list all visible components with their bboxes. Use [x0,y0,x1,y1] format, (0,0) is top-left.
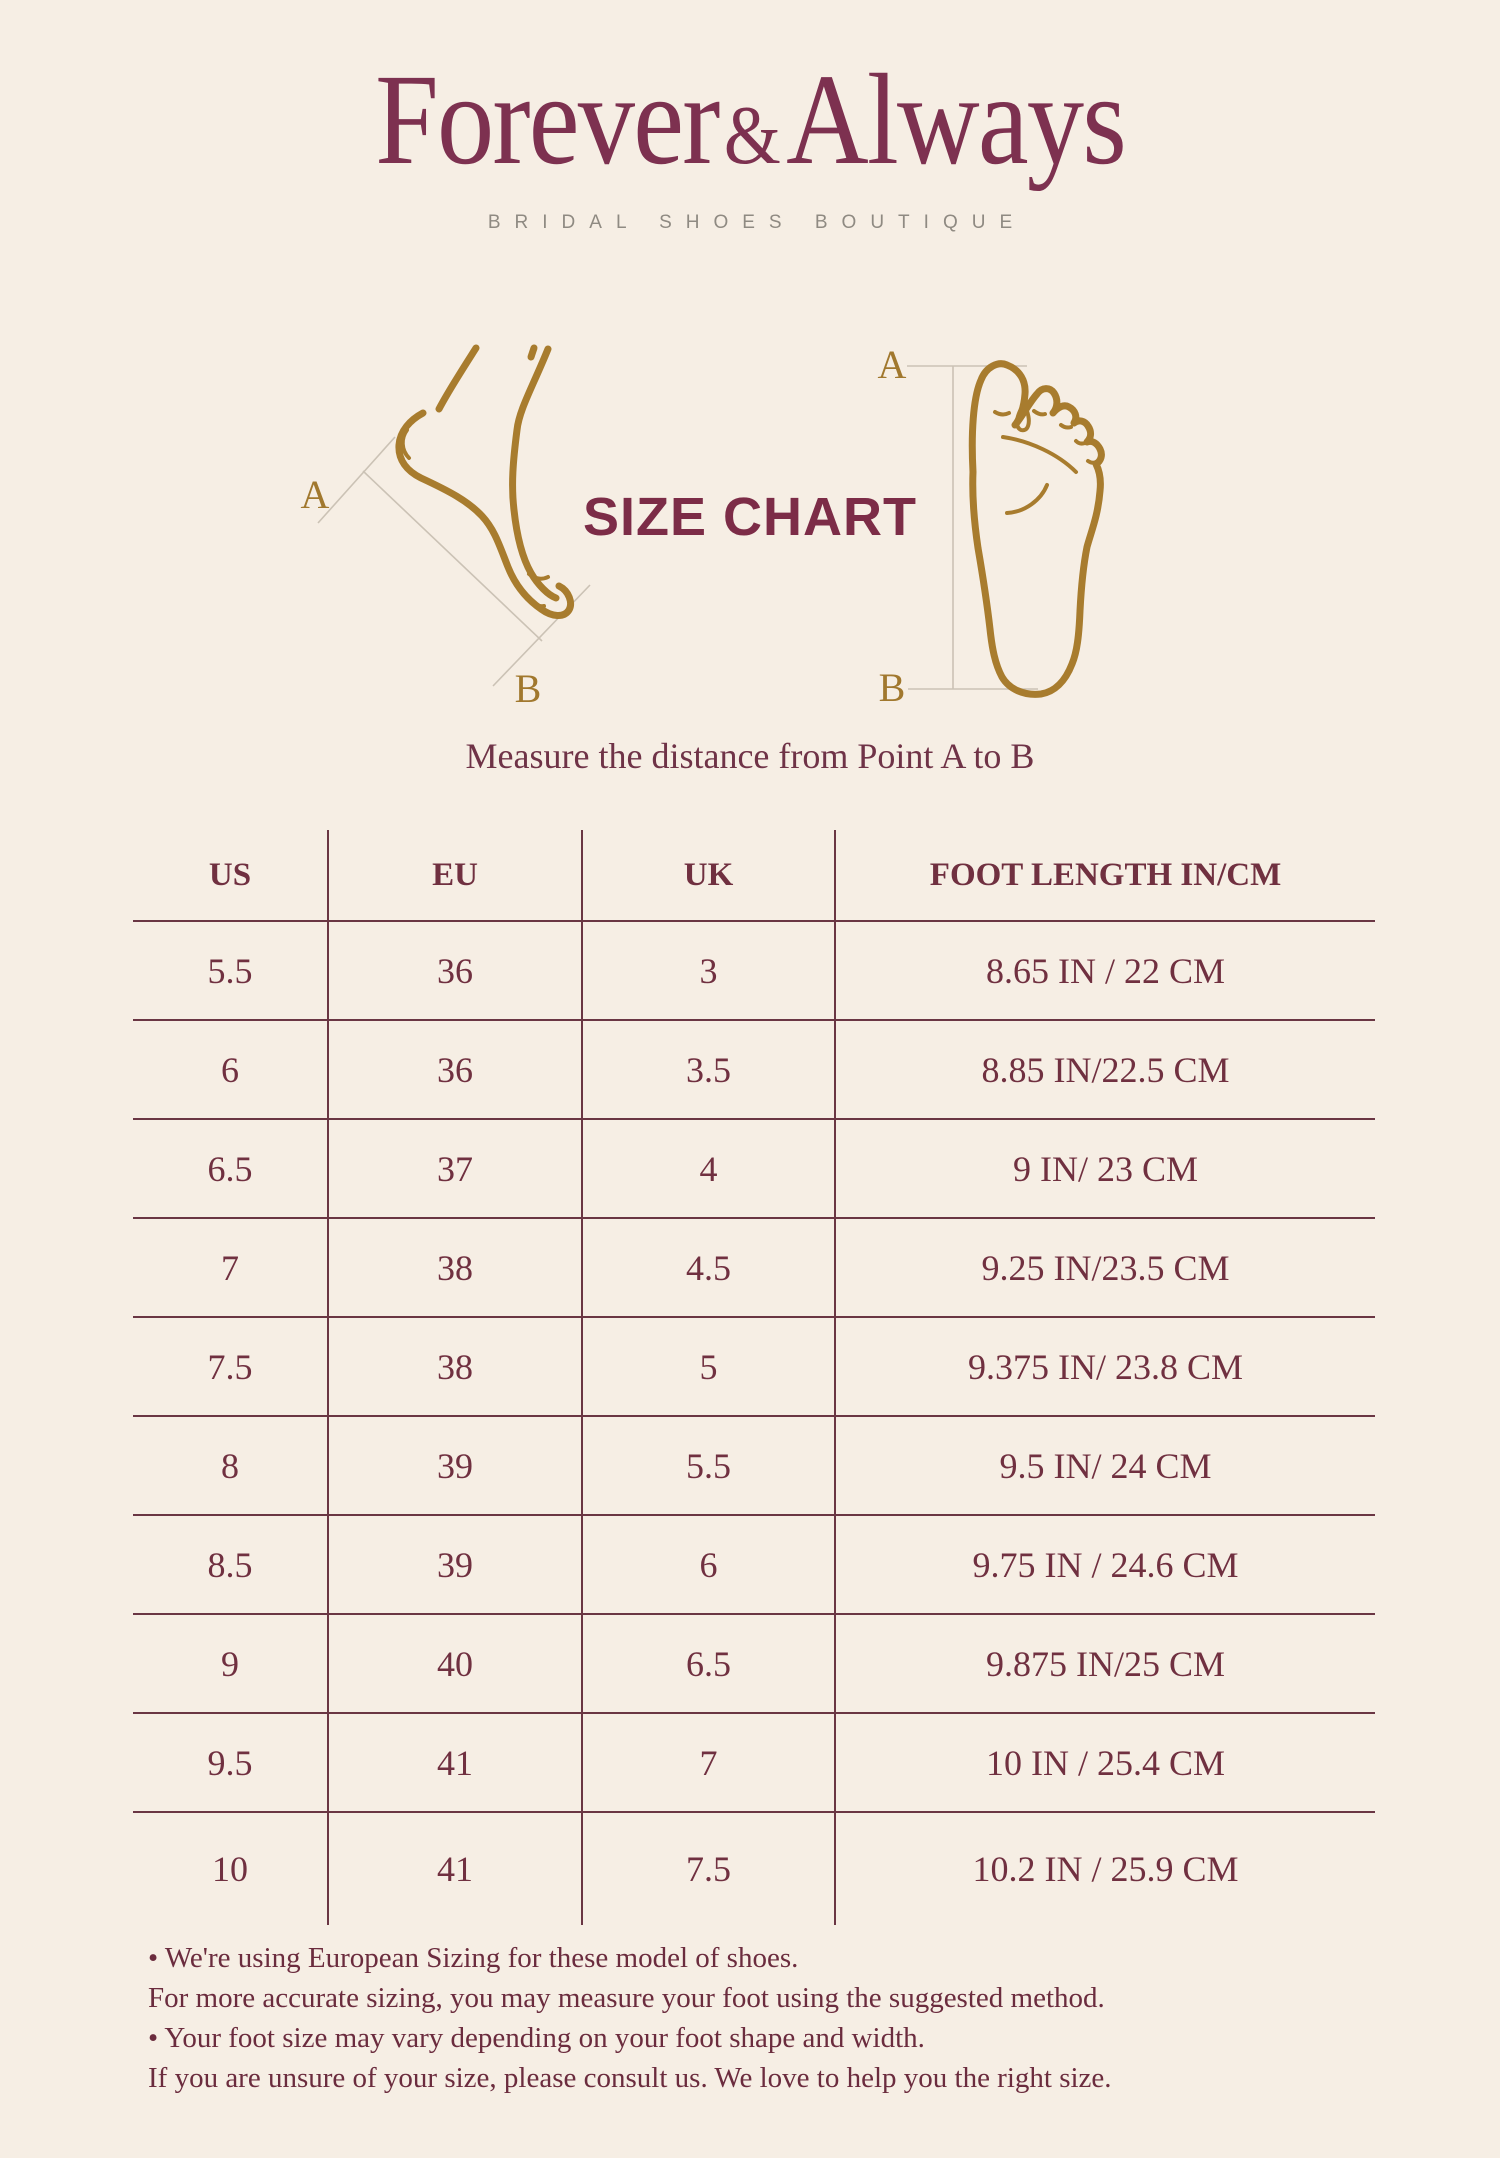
cell-uk: 6 [583,1516,836,1613]
table-row [133,1516,1375,1615]
cell-footlength: 9.25 IN/23.5 CM [981,1247,1230,1288]
cell-footlength: 9 IN/ 23 CM [1012,1148,1198,1189]
cell-eu: 39 [329,1516,583,1613]
point-a-label: A [300,472,330,517]
table-row [133,922,1375,1021]
note-line: If you are unsure of your size, please consult us. We love to help you the right size. [148,2062,1112,2094]
cell-us: 9.5 [133,1714,329,1811]
cell-us: 8 [133,1417,329,1514]
point-b-label: B [514,666,542,711]
brand-logo [0,48,1500,192]
table-row [133,1417,1375,1516]
point-b-label: B [878,665,906,710]
note-line: • Your foot size may vary depending on your foot shape and width. [148,2022,925,2054]
point-a-label: A [877,342,907,387]
cell-uk: 3 [583,922,836,1019]
table-row [133,1714,1375,1813]
cell-us: 9 [133,1615,329,1712]
brand-name-part2: Always [785,48,1125,192]
cell-eu: 38 [329,1219,583,1316]
cell-eu: 36 [329,922,583,1019]
footer-notes [148,1938,1380,2098]
cell-uk: 5 [583,1318,836,1415]
measure-instruction: Measure the distance from Point A to B [465,736,1035,776]
table-row [133,1615,1375,1714]
cell-uk: 7 [583,1714,836,1811]
cell-uk: 4 [583,1120,836,1217]
cell-eu: 41 [329,1714,583,1811]
cell-uk: 5.5 [583,1417,836,1514]
page-title: SIZE CHART [583,487,917,547]
cell-us: 5.5 [133,922,329,1019]
cell-eu: 38 [329,1318,583,1415]
size-table [133,830,1375,1925]
cell-us: 6.5 [133,1120,329,1217]
table-header-row [133,830,1375,922]
table-row [133,1219,1375,1318]
cell-eu: 36 [329,1021,583,1118]
cell-us: 8.5 [133,1516,329,1613]
note-line: • We're using European Sizing for these model of shoes. [148,1942,799,1974]
cell-footlength: 9.75 IN / 24.6 CM [972,1544,1239,1585]
cell-footlength: 9.375 IN/ 23.8 CM [967,1346,1243,1387]
brand-name-part1: Forever [375,48,719,192]
cell-uk: 3.5 [583,1021,836,1118]
measurement-lines [318,437,590,686]
cell-us: 7.5 [133,1318,329,1415]
cell-eu: 37 [329,1120,583,1217]
cell-us: 6 [133,1021,329,1118]
column-header-footlength: FOOT LENGTH IN/CM [929,856,1282,893]
table-row [133,1318,1375,1417]
cell-footlength: 8.85 IN/22.5 CM [981,1049,1230,1090]
cell-eu: 41 [329,1813,583,1925]
foot-line-art [399,348,571,616]
cell-footlength: 8.65 IN / 22 CM [985,950,1225,991]
column-header-uk: UK [583,830,836,920]
cell-footlength: 10.2 IN / 25.9 CM [972,1849,1239,1889]
cell-uk: 7.5 [583,1813,836,1925]
column-header-eu: EU [329,830,583,920]
cell-us: 7 [133,1219,329,1316]
cell-uk: 4.5 [583,1219,836,1316]
brand-ampersand: & [723,89,781,181]
cell-eu: 40 [329,1615,583,1712]
foot-detail-lines [403,430,548,606]
note-line: For more accurate sizing, you may measure your foot using the suggested method. [148,1982,1105,2014]
table-row [133,1021,1375,1120]
side-foot-illustration [290,318,620,718]
cell-footlength: 10 IN / 25.4 CM [985,1742,1225,1783]
cell-eu: 39 [329,1417,583,1514]
table-row [133,1813,1375,1925]
column-header-us: US [133,830,329,920]
cell-us: 10 [133,1813,329,1925]
cell-footlength: 9.875 IN/25 CM [985,1643,1225,1684]
foot-sole-illustration [860,330,1160,720]
cell-footlength: 9.5 IN/ 24 CM [999,1445,1212,1486]
table-row [133,1120,1375,1219]
brand-tagline: BRIDAL SHOES BOUTIQUE [487,212,1027,233]
cell-uk: 6.5 [583,1615,836,1712]
